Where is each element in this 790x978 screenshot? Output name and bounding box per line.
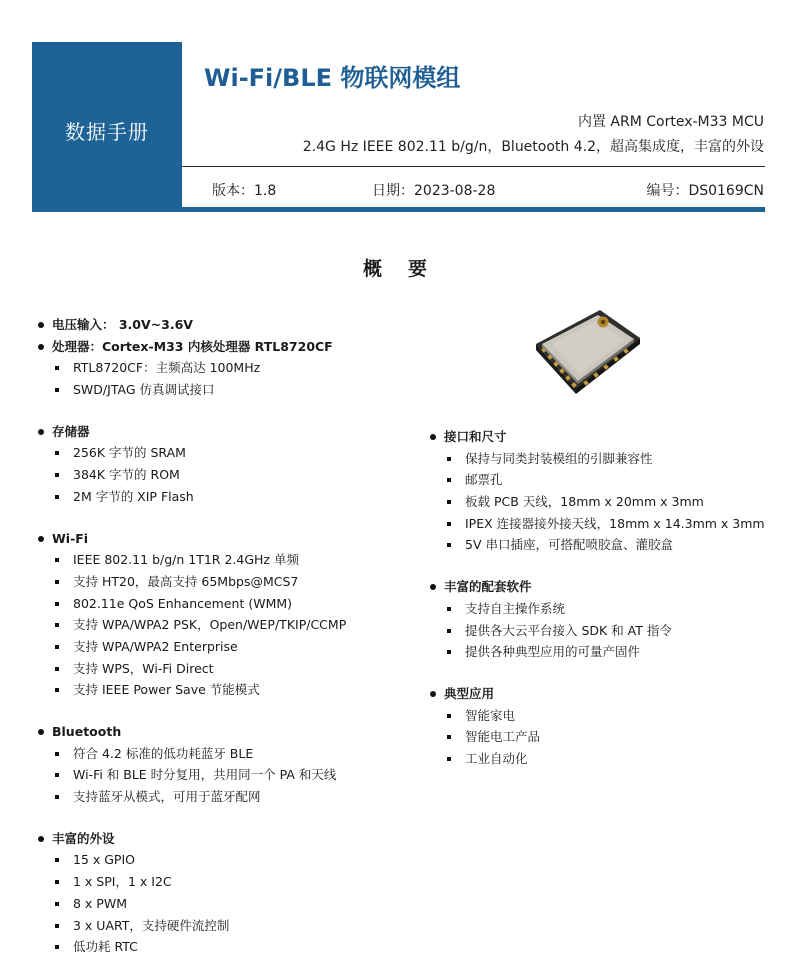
- document-code: 编号：DS0169CN: [646, 183, 764, 199]
- feature-item: 符合 4.2 标准的低功耗蓝牙 BLE: [36, 743, 416, 765]
- feature-item: 1 x SPI，1 x I2C: [36, 871, 416, 893]
- feature-group: [428, 683, 778, 770]
- header-underline: [182, 207, 765, 212]
- feature-group: [36, 828, 416, 958]
- feature-item: 智能家电: [428, 705, 778, 727]
- feature-item: 3 x UART，支持硬件流控制: [36, 915, 416, 937]
- feature-item: 2M 字节的 XIP Flash: [36, 486, 416, 508]
- feature-heading: Bluetooth: [36, 721, 416, 743]
- feature-item: IEEE 802.11 b/g/n 1T1R 2.4GHz 单频: [36, 549, 416, 571]
- feature-group: [428, 426, 778, 556]
- feature-item: IPEX 连接器接外接天线，18mm x 14.3mm x 3mm: [428, 513, 778, 535]
- feature-item: 384K 字节的 ROM: [36, 464, 416, 486]
- feature-item: 智能电工产品: [428, 726, 778, 748]
- feature-item: 支持 WPA/WPA2 PSK，Open/WEP/TKIP/CCMP: [36, 614, 416, 636]
- feature-group: [428, 576, 778, 663]
- feature-group: [36, 314, 416, 401]
- feature-item: 低功耗 RTC: [36, 936, 416, 958]
- subtitle-mcu: 内置 ARM Cortex-M33 MCU: [577, 114, 764, 130]
- feature-item: 提供各种典型应用的可量产固件: [428, 641, 778, 663]
- feature-heading: Wi-Fi: [36, 528, 416, 550]
- version-label: 版本：1.8: [212, 183, 277, 199]
- feature-heading: 处理器：Cortex-M33 内核处理器 RTL8720CF: [36, 336, 416, 358]
- module-product-image: [528, 300, 648, 400]
- datasheet-label-box: [32, 42, 182, 212]
- feature-item: 提供各大云平台接入 SDK 和 AT 指令: [428, 620, 778, 642]
- feature-item: 邮票孔: [428, 469, 778, 491]
- feature-item: 支持 HT20，最高支持 65Mbps@MCS7: [36, 571, 416, 593]
- feature-heading: 丰富的外设: [36, 828, 416, 850]
- right-feature-column: [428, 426, 778, 790]
- feature-item: 5V 串口插座，可搭配喷胶盒、灌胶盒: [428, 534, 778, 556]
- feature-heading: 丰富的配套软件: [428, 576, 778, 598]
- section-title: 概要: [362, 258, 453, 280]
- feature-item: 保持与同类封装模组的引脚兼容性: [428, 448, 778, 470]
- feature-group: [36, 721, 416, 808]
- feature-item: 支持 WPA/WPA2 Enterprise: [36, 636, 416, 658]
- feature-group: [36, 421, 416, 508]
- subtitle-features: 2.4G Hz IEEE 802.11 b/g/n，Bluetooth 4.2，超高集成度，丰富的外设: [302, 139, 764, 155]
- feature-item: 802.11e QoS Enhancement (WMM): [36, 593, 416, 615]
- feature-item: 8 x PWM: [36, 893, 416, 915]
- feature-heading: 接口和尺寸: [428, 426, 778, 448]
- feature-item: 256K 字节的 SRAM: [36, 442, 416, 464]
- feature-item: Wi-Fi 和 BLE 时分复用，共用同一个 PA 和天线: [36, 764, 416, 786]
- date-label: 日期：2023-08-28: [372, 183, 496, 199]
- datasheet-label: 数据手册: [65, 120, 149, 144]
- left-feature-column: [36, 314, 416, 978]
- feature-heading: 电压输入： 3.0V~3.6V: [36, 314, 416, 336]
- feature-heading: 典型应用: [428, 683, 778, 705]
- document-title: Wi-Fi/BLE 物联网模组: [204, 64, 461, 92]
- feature-item: SWD/JTAG 仿真调试接口: [36, 379, 416, 401]
- feature-item: RTL8720CF：主频高达 100MHz: [36, 357, 416, 379]
- feature-item: 支持 IEEE Power Save 节能模式: [36, 679, 416, 701]
- feature-group: [36, 528, 416, 702]
- feature-item: 支持 WPS，Wi-Fi Direct: [36, 658, 416, 680]
- feature-item: 板载 PCB 天线，18mm x 20mm x 3mm: [428, 491, 778, 513]
- feature-item: 支持蓝牙从模式，可用于蓝牙配网: [36, 786, 416, 808]
- feature-item: 支持自主操作系统: [428, 598, 778, 620]
- feature-heading: 存储器: [36, 421, 416, 443]
- feature-item: 15 x GPIO: [36, 849, 416, 871]
- feature-item: 工业自动化: [428, 748, 778, 770]
- header-divider: [182, 166, 765, 167]
